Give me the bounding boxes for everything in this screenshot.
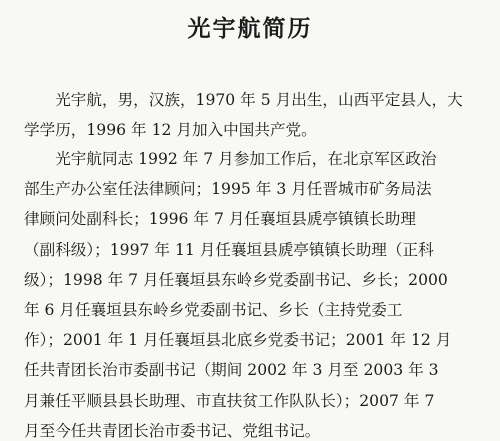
text-line: 月兼任平顺县县长助理、市直扶贫工作队队长）；2007 年 7 xyxy=(24,391,435,410)
text-line: 任共青团长治市委副书记（期间 2002 年 3 月至 2003 年 3 xyxy=(24,361,439,380)
paragraph-career-history xyxy=(24,144,486,441)
text-line: 作）；2001 年 1 月任襄垣县北底乡党委书记；2001 年 12 月 xyxy=(24,331,452,350)
text-line: 光宇航同志 1992 年 7 月参加工作后，在北京军区政治 xyxy=(24,150,437,168)
text-line: 部生产办公室任法律顾问；1995 年 3 月任晋城市矿务局法 xyxy=(24,180,432,199)
paragraph-personal-info xyxy=(24,85,486,145)
text-line: 级）；1998 年 7 月任襄垣县东岭乡党委副书记、乡长；2000 xyxy=(24,270,448,289)
text-line: （副科级）；1997 年 11 月任襄垣县虒亭镇镇长助理（正科 xyxy=(24,240,434,259)
text-line: 月至今任共青团长治市委书记、党组书记。 xyxy=(24,421,321,440)
document-title: 光宇航简历 xyxy=(187,15,313,42)
text-line: 学学历，1996 年 12 月加入中国共产党。 xyxy=(24,121,317,140)
text-line: 律顾问处副科长；1996 年 7 月任襄垣县虒亭镇镇长助理 xyxy=(24,210,416,229)
text-line: 光宇航，男，汉族，1970 年 5 月出生，山西平定县人，大 xyxy=(24,91,463,109)
text-line: 年 6 月任襄垣县东岭乡党委副书记、乡长（主持党委工 xyxy=(24,300,403,319)
